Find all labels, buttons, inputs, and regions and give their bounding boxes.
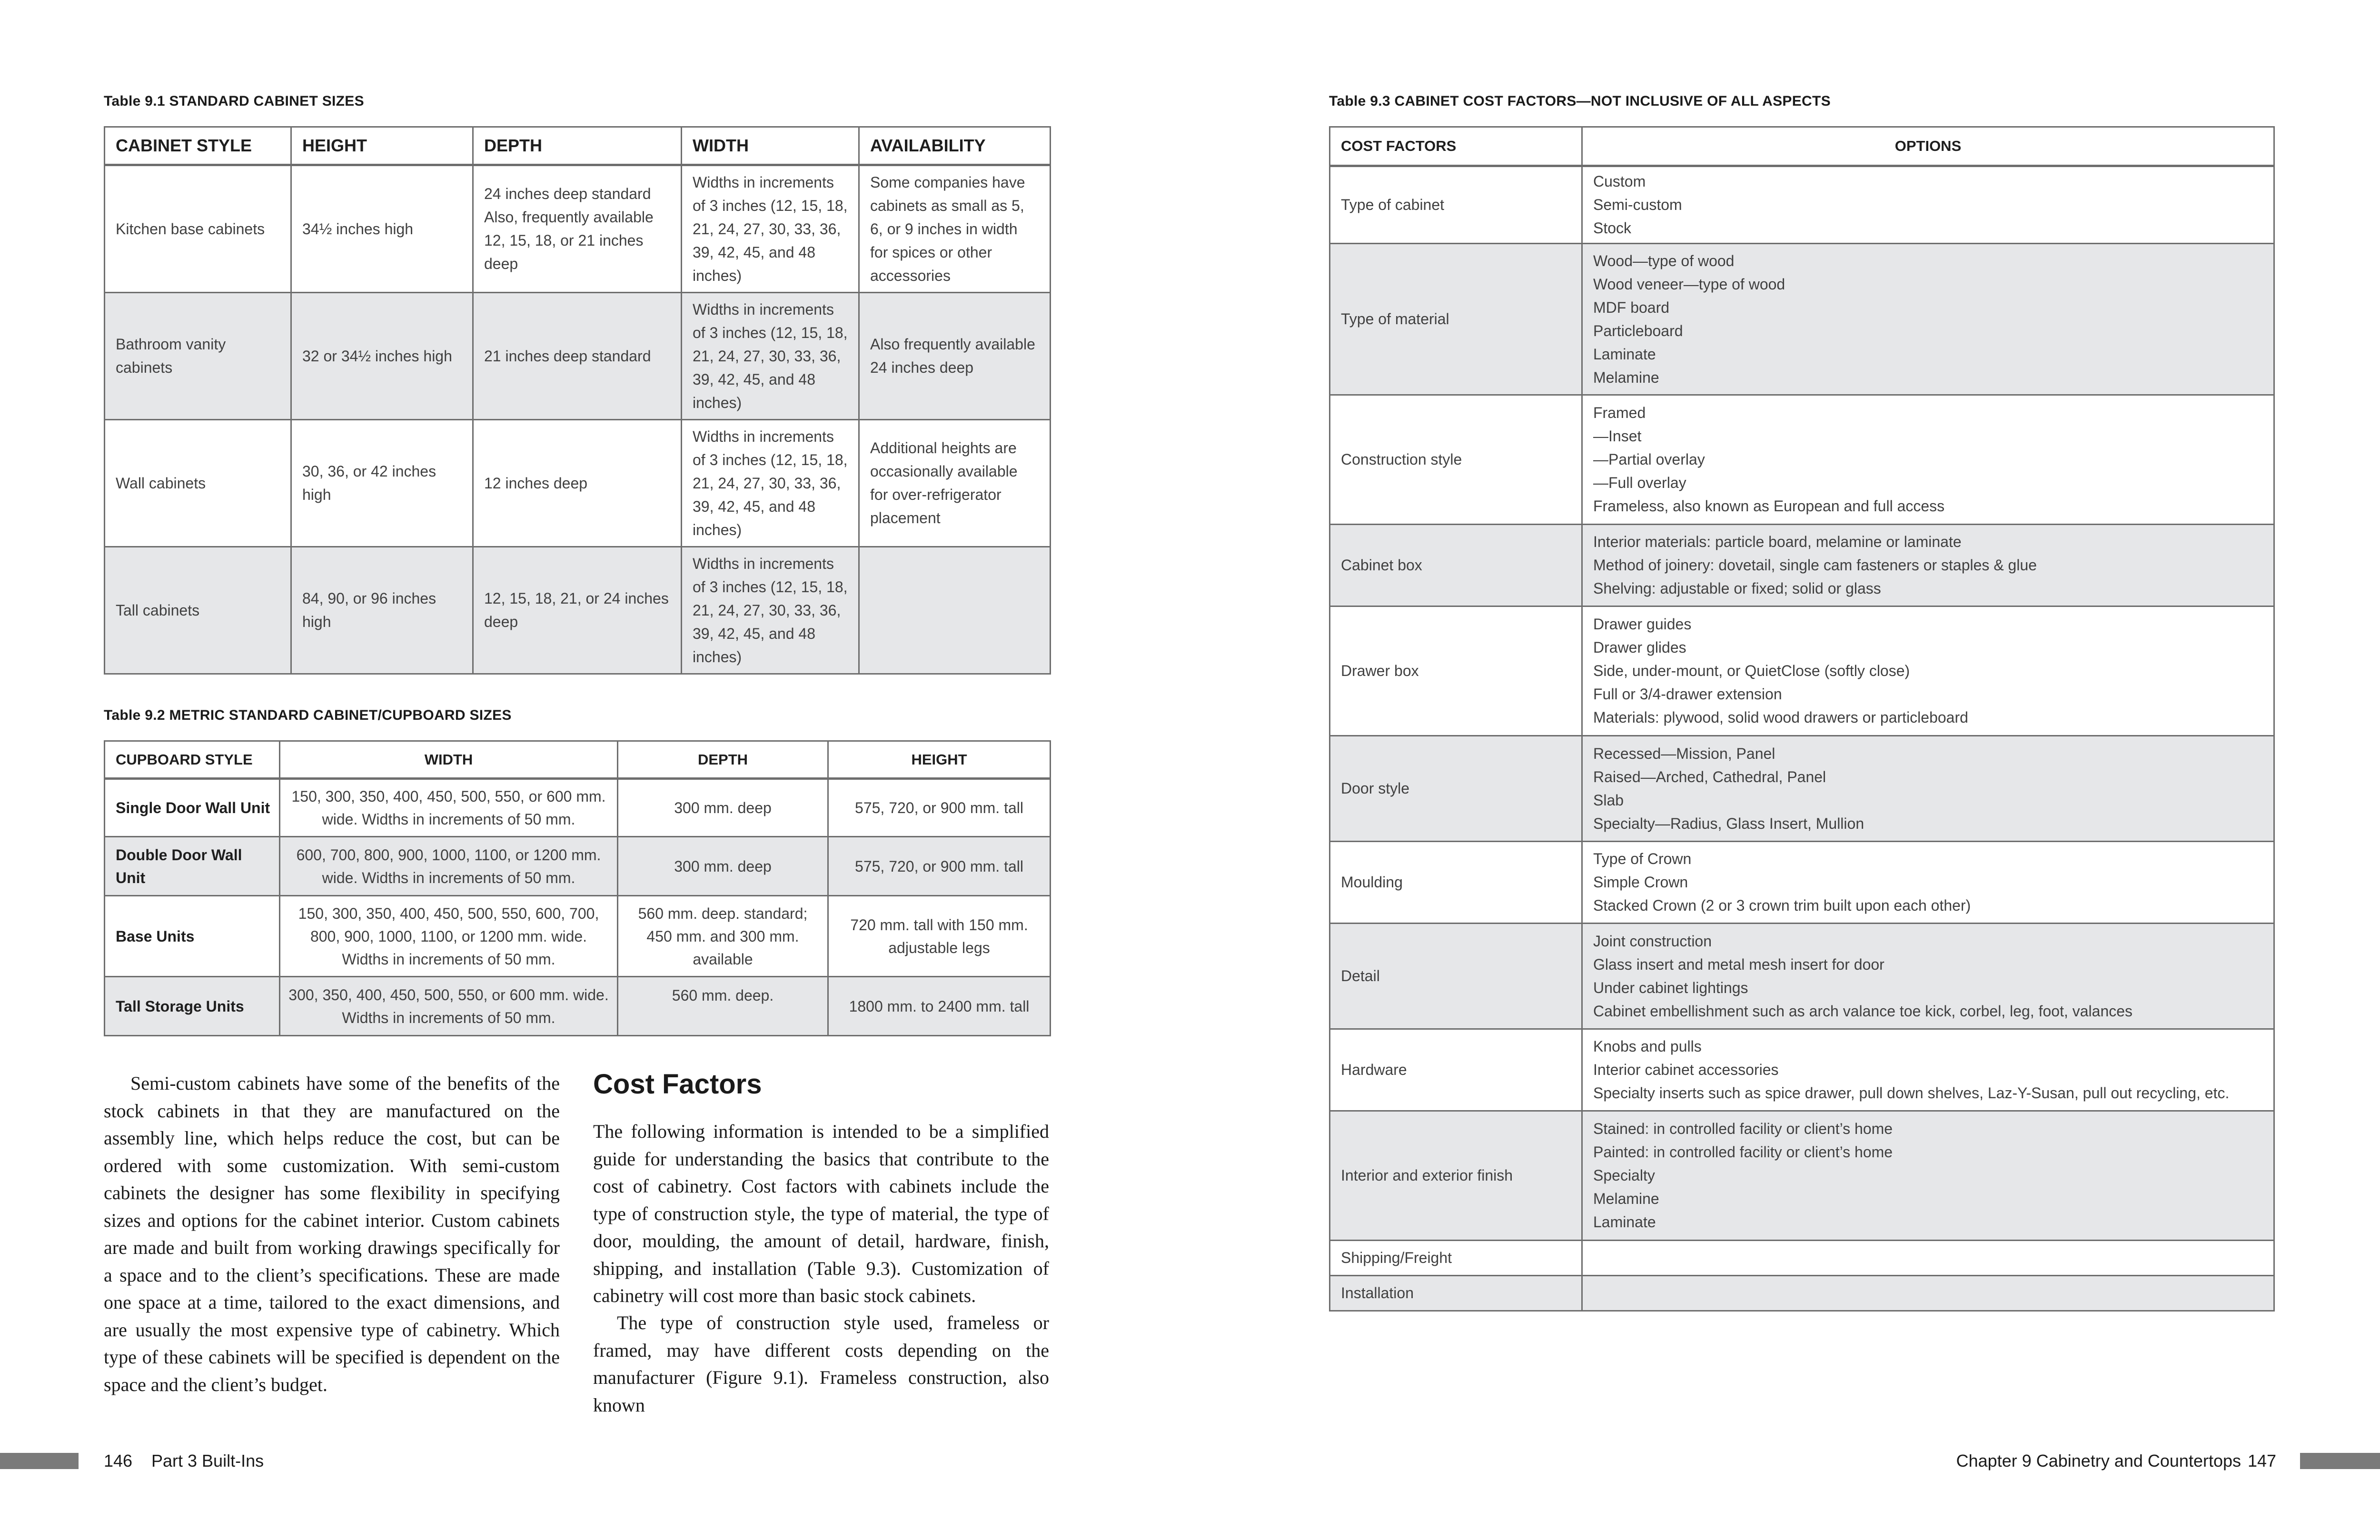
table-row	[105, 977, 1051, 1036]
option-line: Melamine	[1593, 368, 1659, 386]
option-line: Full or 3/4-drawer extension	[1593, 686, 1782, 703]
option-line: Raised—Arched, Cathedral, Panel	[1593, 768, 1826, 785]
cost-factor-cell: Door style	[1330, 736, 1582, 842]
availability-cell: Some companies have cabinets as small as 5, 6, or 9 inches in width for spices or other accessories	[859, 165, 1051, 293]
option-line: Interior cabinet accessories	[1593, 1061, 1779, 1078]
options-cell	[1582, 1029, 2274, 1111]
option-line: Cabinet embellishment such as arch valance toe kick, corbel, leg, foot, valances	[1593, 1002, 2133, 1020]
option-line: Specialty	[1593, 1167, 1655, 1184]
option-line: Wood veneer—type of wood	[1593, 275, 1785, 293]
option-line: Side, under-mount, or QuietClose (softly close)	[1593, 662, 1910, 679]
option-line: Laminate	[1593, 1213, 1656, 1231]
width-cell: Widths in increments of 3 inches (12, 15, 18, 21, 24, 27, 30, 33, 36, 39, 42, 45, and 48 inches)	[682, 420, 859, 547]
option-line: Method of joinery: dovetail, single cam fasteners or staples & glue	[1593, 556, 2037, 574]
option-line: Simple Crown	[1593, 874, 1688, 891]
option-line: Drawer guides	[1593, 616, 1692, 633]
cabinet-style-cell: Kitchen base cabinets	[105, 165, 291, 293]
cabinet-style-cell: Tall cabinets	[105, 547, 291, 674]
column-header: DEPTH	[618, 741, 828, 779]
options-cell	[1582, 1276, 2274, 1311]
option-line: Wood—type of wood	[1593, 252, 1735, 269]
footer-bar-right	[2300, 1453, 2380, 1469]
option-line: Frameless, also known as European and full access	[1593, 497, 1945, 515]
section-heading-cost-factors: Cost Factors	[593, 1069, 762, 1100]
table-row	[1330, 244, 2274, 395]
column-header: HEIGHT	[291, 127, 473, 165]
column-header: WIDTH	[682, 127, 859, 165]
option-line: Slab	[1593, 791, 1624, 809]
column-header: AVAILABILITY	[859, 127, 1051, 165]
table-header-row	[1330, 127, 2274, 166]
option-line: Framed	[1593, 404, 1646, 421]
cabinet-style-cell: Wall cabinets	[105, 420, 291, 547]
options-cell	[1582, 736, 2274, 842]
table-row	[1330, 736, 2274, 842]
table-row	[1330, 606, 2274, 736]
option-line: Painted: in controlled facility or client’s home	[1593, 1143, 1893, 1161]
options-cell	[1582, 525, 2274, 606]
table-header-row	[105, 127, 1051, 165]
option-line: Particleboard	[1593, 322, 1683, 339]
width-cell: 300, 350, 400, 450, 500, 550, or 600 mm. wide. Widths in increments of 50 mm.	[280, 977, 618, 1036]
left-page-number: 146	[104, 1451, 133, 1470]
height-cell: 575, 720, or 900 mm. tall	[828, 779, 1051, 837]
cost-factor-cell: Shipping/Freight	[1330, 1241, 1582, 1276]
right-chapter-title: Chapter 9 Cabinetry and Countertops	[1956, 1451, 2241, 1470]
table-row	[1330, 1276, 2274, 1311]
table-row	[1330, 166, 2274, 244]
option-line: Melamine	[1593, 1190, 1659, 1207]
depth-cell: 560 mm. deep. standard; 450 mm. and 300 mm. available	[618, 896, 828, 977]
cupboard-style-cell: Single Door Wall Unit	[105, 779, 280, 837]
availability-cell	[859, 547, 1051, 674]
table-row	[105, 779, 1051, 837]
option-line: Semi-custom	[1593, 196, 1682, 213]
column-header: COST FACTORS	[1330, 127, 1582, 166]
height-cell: 575, 720, or 900 mm. tall	[828, 837, 1051, 896]
table-row	[1330, 842, 2274, 924]
table-row	[105, 165, 1051, 293]
cost-factor-cell: Detail	[1330, 924, 1582, 1029]
option-line: Knobs and pulls	[1593, 1038, 1702, 1055]
option-line: Interior materials: particle board, melamine or laminate	[1593, 533, 1962, 550]
options-cell	[1582, 1241, 2274, 1276]
width-cell: Widths in increments of 3 inches (12, 15, 18, 21, 24, 27, 30, 33, 36, 39, 42, 45, and 48 inches)	[682, 293, 859, 420]
width-cell: 600, 700, 800, 900, 1000, 1100, or 1200 mm. wide. Widths in increments of 50 mm.	[280, 837, 618, 896]
table-row	[105, 293, 1051, 420]
option-line: Type of Crown	[1593, 850, 1692, 867]
option-line: Materials: plywood, solid wood drawers or particleboard	[1593, 709, 1968, 726]
table-row	[1330, 395, 2274, 525]
column-header: OPTIONS	[1582, 127, 2274, 166]
option-line: Under cabinet lightings	[1593, 979, 1748, 996]
option-line: Custom	[1593, 173, 1646, 190]
cabinet-cost-factors-table	[1329, 126, 2275, 1311]
cost-factor-cell: Hardware	[1330, 1029, 1582, 1111]
column-header: WIDTH	[280, 741, 618, 779]
column-header: CABINET STYLE	[105, 127, 291, 165]
options-cell	[1582, 924, 2274, 1029]
width-cell: 150, 300, 350, 400, 450, 500, 550, or 600 mm. wide. Widths in increments of 50 mm.	[280, 779, 618, 837]
width-cell: 150, 300, 350, 400, 450, 500, 550, 600, 700, 800, 900, 1000, 1100, or 1200 mm. wide. Widths in increments of 50 mm.	[280, 896, 618, 977]
table-row	[1330, 924, 2274, 1029]
availability-cell: Additional heights are occasionally available for over-refrigerator placement	[859, 420, 1051, 547]
option-line: Stock	[1593, 219, 1632, 237]
table-row	[1330, 1241, 2274, 1276]
body-paragraph-semi-custom: Semi-custom cabinets have some of the benefits of the stock cabinets in that they are manufactured on the assembly line, which helps reduce the cost, but can be ordered with some customization. With semi-custom cabinets the designer has some flexibility in specifying sizes and options for the cabinet interior. Custom cabinets are made and built from working drawings specifically for a space and to the client’s specifications. These are made one space at a time, tailored to the exact dimensions, and are usually the most expensive type of cabinetry. Which type of these cabinets will be specified is dependent on the space and the client’s budget.	[104, 1073, 560, 1395]
options-cell	[1582, 395, 2274, 525]
footer-bar-left	[0, 1453, 79, 1469]
column-header: DEPTH	[473, 127, 682, 165]
cost-factor-cell: Drawer box	[1330, 606, 1582, 736]
depth-cell: 12 inches deep	[473, 420, 682, 547]
table-9-3-caption: Table 9.3 CABINET COST FACTORS—NOT INCLUSIVE OF ALL ASPECTS	[1329, 93, 1831, 109]
cost-factor-cell: Installation	[1330, 1276, 1582, 1311]
body-paragraph-construction-style: The type of construction style used, frameless or framed, may have different costs depending on the manufacturer (Figure 9.1). Frameless construction, also known	[593, 1312, 1049, 1416]
cost-factor-cell: Interior and exterior finish	[1330, 1111, 1582, 1241]
height-cell: 30, 36, or 42 inches high	[291, 420, 473, 547]
width-cell: Widths in increments of 3 inches (12, 15, 18, 21, 24, 27, 30, 33, 36, 39, 42, 45, and 48 inches)	[682, 547, 859, 674]
cupboard-style-cell: Double Door Wall Unit	[105, 837, 280, 896]
options-cell	[1582, 166, 2274, 244]
options-cell	[1582, 842, 2274, 924]
option-line: Recessed—Mission, Panel	[1593, 745, 1775, 762]
option-line: Specialty—Radius, Glass Insert, Mullion	[1593, 815, 1864, 832]
table-9-2-caption: Table 9.2 METRIC STANDARD CABINET/CUPBOARD SIZES	[104, 707, 512, 723]
depth-cell: 560 mm. deep.	[618, 977, 828, 1036]
cost-factor-cell: Type of material	[1330, 244, 1582, 395]
cost-factor-cell: Type of cabinet	[1330, 166, 1582, 244]
standard-cabinet-sizes-table	[104, 126, 1051, 675]
table-row	[1330, 1029, 2274, 1111]
availability-cell: Also frequently available 24 inches deep	[859, 293, 1051, 420]
option-line: Drawer glides	[1593, 639, 1686, 656]
cost-factor-cell: Cabinet box	[1330, 525, 1582, 606]
table-row	[1330, 1111, 2274, 1241]
height-cell: 1800 mm. to 2400 mm. tall	[828, 977, 1051, 1036]
option-line: Joint construction	[1593, 932, 1712, 950]
table-row	[1330, 525, 2274, 606]
left-section-title: Part 3 Built-Ins	[151, 1451, 264, 1470]
option-line: Stained: in controlled facility or client’s home	[1593, 1120, 1893, 1137]
height-cell: 34½ inches high	[291, 165, 473, 293]
table-row	[105, 547, 1051, 674]
depth-cell: 300 mm. deep	[618, 779, 828, 837]
option-line: Shelving: adjustable or fixed; solid or glass	[1593, 580, 1881, 597]
cupboard-style-cell: Tall Storage Units	[105, 977, 280, 1036]
cost-factor-cell: Construction style	[1330, 395, 1582, 525]
height-cell: 84, 90, or 96 inches high	[291, 547, 473, 674]
body-paragraph-cost-factors: The following information is intended to be a simplified guide for understanding the basics that contribute to the cost of cabinetry. Cost factors with cabinets include the type of construction style, the type of material, the type of door, moulding, the amount of detail, hardware, finish, shipping, and installation (Table 9.3). Customization of cabinetry will cost more than basic stock cabinets.	[593, 1121, 1049, 1306]
cupboard-style-cell: Base Units	[105, 896, 280, 977]
option-line: —Partial overlay	[1593, 451, 1705, 468]
table-row	[105, 837, 1051, 896]
depth-cell: 12, 15, 18, 21, or 24 inches deep	[473, 547, 682, 674]
height-cell: 720 mm. tall with 150 mm. adjustable legs	[828, 896, 1051, 977]
table-row	[105, 896, 1051, 977]
option-line: Specialty inserts such as spice drawer, pull down shelves, Laz-Y-Susan, pull out recycling, etc.	[1593, 1084, 2230, 1102]
cost-factor-cell: Moulding	[1330, 842, 1582, 924]
table-header-row	[105, 741, 1051, 779]
column-header: HEIGHT	[828, 741, 1051, 779]
height-cell: 32 or 34½ inches high	[291, 293, 473, 420]
cost-factors-body	[1330, 166, 2274, 1311]
cabinet-style-cell: Bathroom vanity cabinets	[105, 293, 291, 420]
depth-cell: 24 inches deep standard Also, frequently available 12, 15, 18, or 21 inches deep	[473, 165, 682, 293]
metric-cabinet-sizes-table	[104, 740, 1051, 1036]
option-line: —Full overlay	[1593, 474, 1686, 491]
option-line: Stacked Crown (2 or 3 crown trim built upon each other)	[1593, 897, 1971, 914]
options-cell	[1582, 606, 2274, 736]
option-line: Laminate	[1593, 345, 1656, 363]
options-cell	[1582, 244, 2274, 395]
option-line: Glass insert and metal mesh insert for door	[1593, 955, 1884, 973]
depth-cell: 21 inches deep standard	[473, 293, 682, 420]
table-row	[105, 420, 1051, 547]
table-9-1-caption: Table 9.1 STANDARD CABINET SIZES	[104, 93, 364, 109]
option-line: MDF board	[1593, 298, 1670, 316]
option-line: —Inset	[1593, 427, 1642, 445]
options-cell	[1582, 1111, 2274, 1241]
depth-cell: 300 mm. deep	[618, 837, 828, 896]
column-header: CUPBOARD STYLE	[105, 741, 280, 779]
width-cell: Widths in increments of 3 inches (12, 15, 18, 21, 24, 27, 30, 33, 36, 39, 42, 45, and 48 inches)	[682, 165, 859, 293]
right-page-number: 147	[2248, 1451, 2277, 1470]
